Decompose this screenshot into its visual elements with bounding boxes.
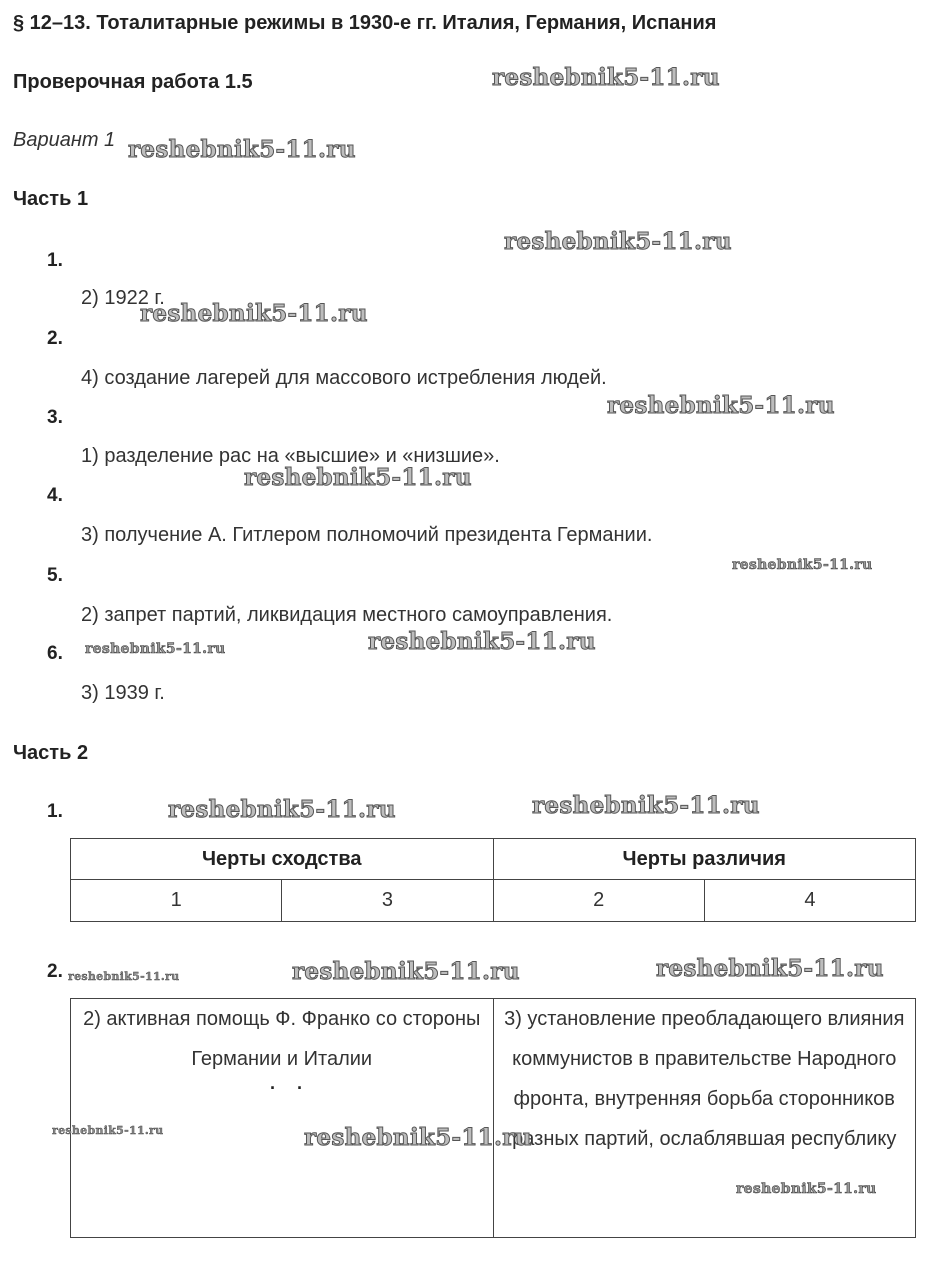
table-cell: 2	[493, 880, 704, 922]
watermark-logo: reshebnik5-11.ru	[532, 792, 760, 819]
question-answer: 2) запрет партий, ликвидация местного самоуправления.	[81, 604, 613, 626]
table-header-differences: Черты различия	[493, 839, 916, 880]
question-answer: 3) 1939 г.	[81, 682, 165, 704]
question-number: 2.	[47, 961, 63, 982]
question-answer: 2) 1922 г.	[81, 287, 165, 309]
question-number: 2.	[47, 328, 63, 349]
question-number: 1.	[47, 801, 63, 822]
part2-heading: Часть 2	[13, 742, 89, 764]
watermark-logo: reshebnik5-11.ru	[128, 136, 356, 163]
watermark-logo: reshebnik5-11.ru	[368, 628, 596, 655]
watermark-logo: reshebnik5-11.ru	[292, 958, 520, 985]
table-header-similarities: Черты сходства	[71, 839, 494, 880]
work-title: Проверочная работа 1.5	[13, 71, 253, 93]
watermark-logo: reshebnik5-11.ru	[607, 392, 835, 419]
watermark-logo: reshebnik5-11.ru	[736, 1181, 877, 1197]
watermark-logo: reshebnik5-11.ru	[52, 1124, 164, 1137]
watermark-logo: reshebnik5-11.ru	[168, 796, 396, 823]
question-answer: 1) разделение рас на «высшие» и «низшие».	[81, 445, 500, 467]
question-number: 1.	[47, 250, 63, 271]
table-cell: 3	[282, 880, 493, 922]
variant-label: Вариант 1	[13, 129, 116, 151]
watermark-logo: reshebnik5-11.ru	[244, 464, 472, 491]
reason-left-cell: 2) активная помощь Ф. Франко со стороны Германии и Италии	[71, 999, 494, 1238]
table-cell: 4	[704, 880, 915, 922]
reason-right-cell: 3) установление преобладающего влияния коммунистов в правительстве Народного фронта, внутренняя борьба сторонников разных партий, ослаблявшая республику	[493, 999, 916, 1238]
question-number: 4.	[47, 485, 63, 506]
watermark-logo: reshebnik5-11.ru	[504, 228, 732, 255]
watermark-logo: reshebnik5-11.ru	[68, 970, 180, 983]
dots-mark: · ·	[270, 1078, 311, 1098]
reasons-table	[70, 998, 916, 1238]
question-answer: 4) создание лагерей для массового истребления людей.	[81, 367, 607, 389]
watermark-logo: reshebnik5-11.ru	[492, 64, 720, 91]
watermark-logo: reshebnik5-11.ru	[304, 1124, 532, 1151]
question-answer: 3) получение А. Гитлером полномочий президента Германии.	[81, 524, 653, 546]
watermark-logo: reshebnik5-11.ru	[656, 955, 884, 982]
watermark-logo: reshebnik5-11.ru	[732, 557, 873, 573]
watermark-logo: reshebnik5-11.ru	[85, 641, 226, 657]
similarities-differences-table	[70, 838, 916, 922]
question-number: 3.	[47, 407, 63, 428]
page-title: § 12–13. Тоталитарные режимы в 1930-е гг. Италия, Германия, Испания	[13, 12, 717, 34]
part1-heading: Часть 1	[13, 188, 89, 210]
table-cell: 1	[71, 880, 282, 922]
question-number: 6.	[47, 643, 63, 664]
question-number: 5.	[47, 565, 63, 586]
watermark-logo: reshebnik5-11.ru	[140, 300, 368, 327]
